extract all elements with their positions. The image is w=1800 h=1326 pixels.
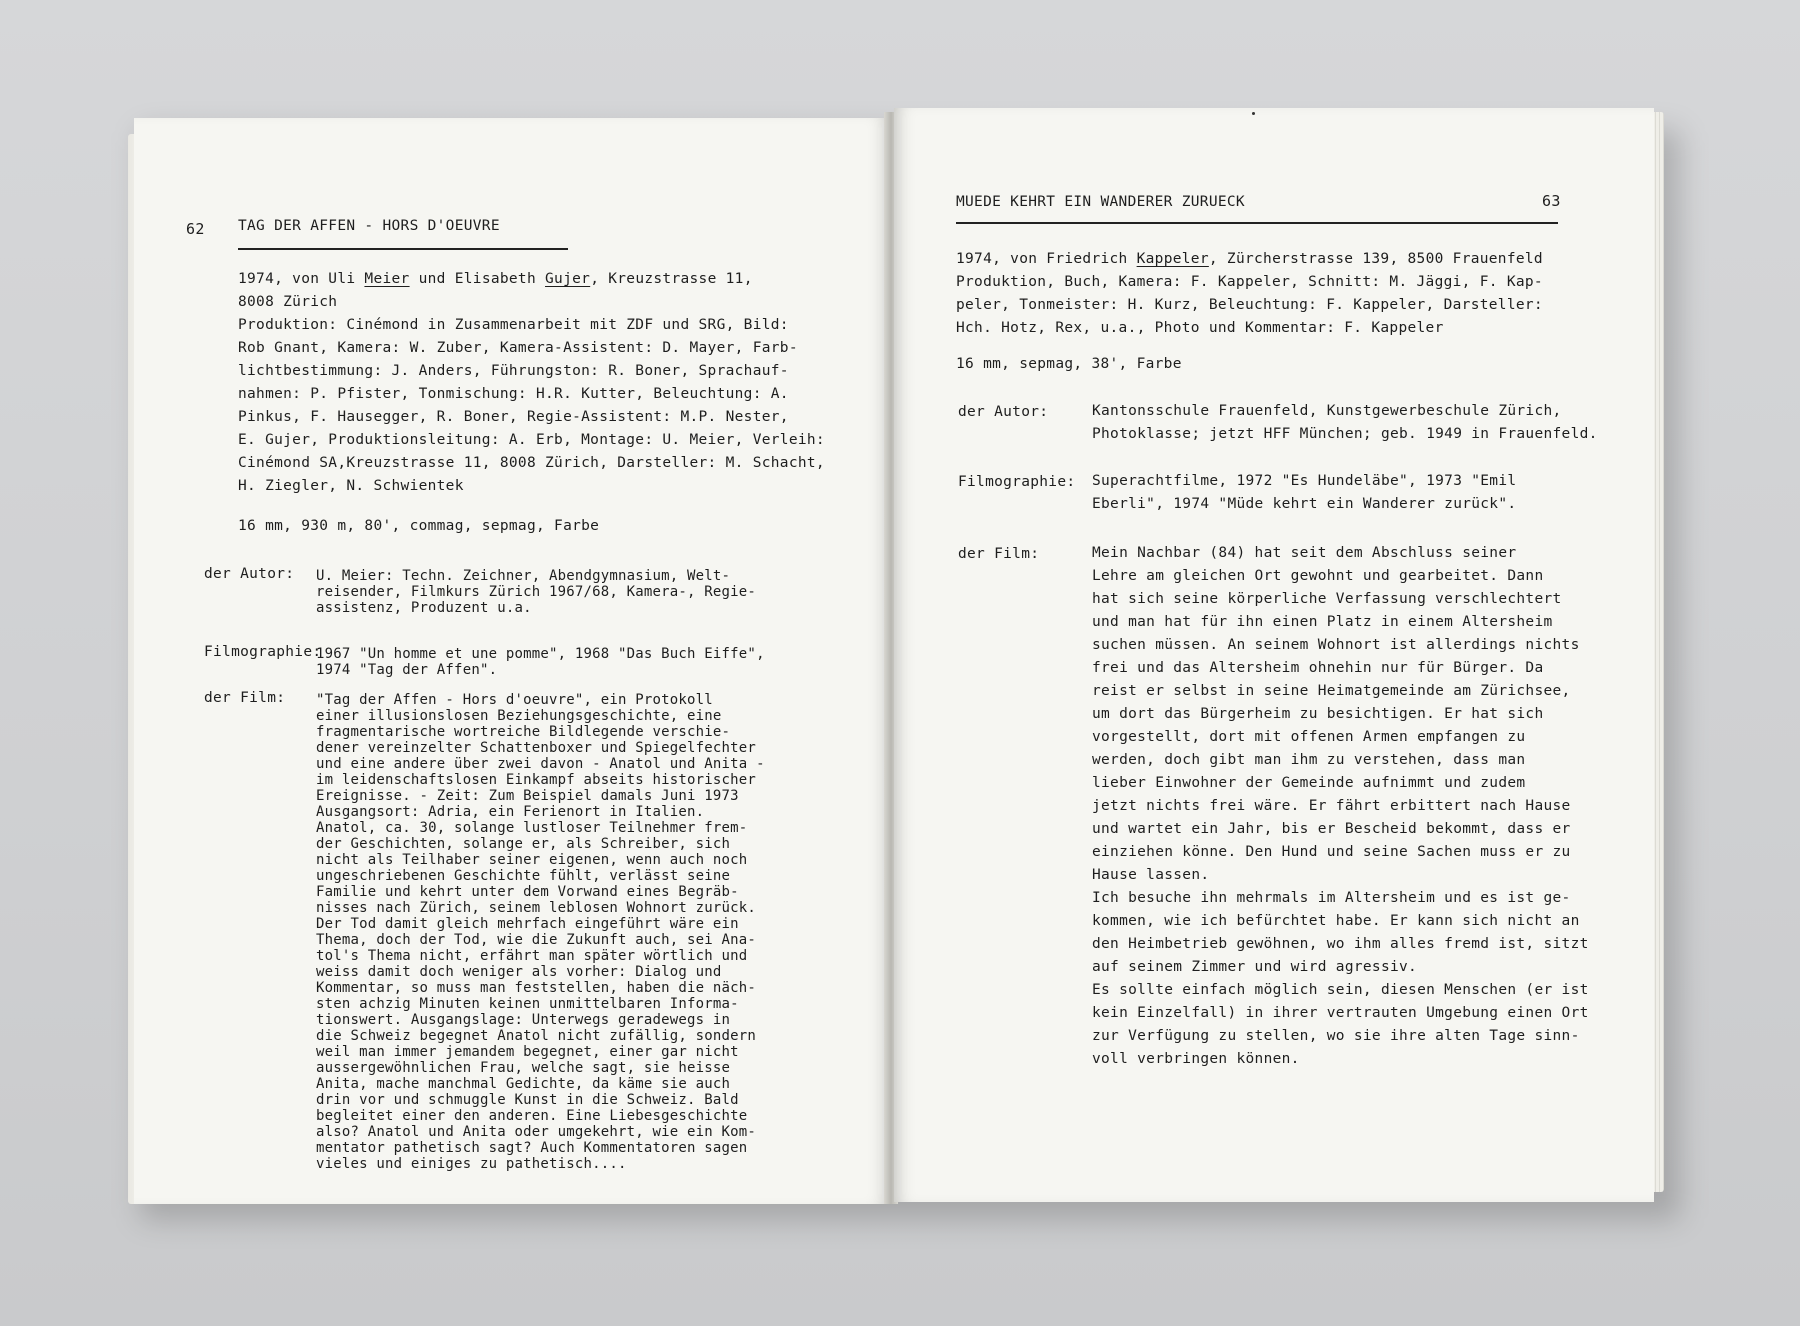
film-line: Ausgangsort: Adria, ein Ferienort in Italien. — [316, 804, 705, 820]
page-header-left: TAG DER AFFEN - HORS D'OEUVRE — [238, 218, 500, 234]
author-line: Photoklasse; jetzt HFF München; geb. 1949 in Frauenfeld. — [1092, 426, 1598, 442]
film-line: und wartet ein Jahr, bis er Bescheid bekommt, dass er — [1092, 821, 1571, 837]
film-line: einer illusionslosen Beziehungsgeschichte, eine — [316, 708, 722, 724]
film-line: jetzt nichts frei wäre. Er fährt erbittert nach Hause — [1092, 798, 1571, 814]
credits-line: Rob Gnant, Kamera: W. Zuber, Kamera-Assistent: D. Mayer, Farb- — [238, 340, 798, 356]
credits-name-kappeler: Kappeler — [1136, 251, 1209, 267]
credits-suffix: , Zürcherstrasse 139, 8500 Frauenfeld — [1208, 251, 1543, 267]
film-line: kein Einzelfall) in ihrer vertrauten Umgebung einen Ort — [1092, 1005, 1589, 1021]
film-line: kommen, wie ich befürchtet habe. Er kann sich nicht an — [1092, 913, 1580, 929]
film-line: einziehen könne. Den Hund und seine Sachen muss er zu — [1092, 844, 1571, 860]
film-line: Hause lassen. — [1092, 867, 1210, 883]
tech-specs-right: 16 mm, sepmag, 38', Farbe — [956, 356, 1182, 372]
film-line: den Heimbetrieb gewöhnen, wo ihm alles fremd ist, sitzt — [1092, 936, 1589, 952]
film-line: lieber Einwohner der Gemeinde aufnimmt und zudem — [1092, 775, 1526, 791]
film-line: Anatol, ca. 30, solange lustloser Teilnehmer frem- — [316, 820, 748, 836]
page-number-left: 62 — [186, 220, 205, 238]
credits-line: lichtbestimmung: J. Anders, Führungston: R. Boner, Sprachauf- — [238, 363, 789, 379]
film-block-left — [316, 692, 765, 1172]
author-label-left: der Autor: — [204, 566, 295, 582]
film-line: und man hat für ihn einen Platz in einem Altersheim — [1092, 614, 1553, 630]
film-line: auf seinem Zimmer und wird agressiv. — [1092, 959, 1418, 975]
film-line: reist er selbst in seine Heimatgemeinde am Zürichsee, — [1092, 683, 1571, 699]
credits-prefix: 1974, von Uli — [238, 271, 365, 287]
film-line: ungeschriebenen Geschichte fühlt, verlässt seine — [316, 868, 731, 884]
film-line: suchen müssen. An seinem Wohnort ist allerdings nichts — [1092, 637, 1580, 653]
film-line: also? Anatol und Anita oder umgekehrt, wie ein Kom- — [316, 1124, 757, 1140]
credits-line: nahmen: P. Pfister, Tonmischung: H.R. Kutter, Beleuchtung: A. — [238, 386, 789, 402]
credits-prefix: 1974, von Friedrich — [956, 251, 1137, 267]
author-line: assistenz, Produzent u.a. — [316, 600, 532, 616]
author-block-left — [316, 568, 756, 616]
tech-specs-left: 16 mm, 930 m, 80', commag, sepmag, Farbe — [238, 518, 600, 534]
film-line: voll verbringen können. — [1092, 1051, 1300, 1067]
film-line: im leidenschaftslosen Einkampf abseits historischer — [316, 772, 757, 788]
credits-line: E. Gujer, Produktionsleitung: A. Erb, Montage: U. Meier, Verleih: — [238, 432, 825, 448]
film-line: um dort das Bürgerheim zu besichtigen. Er hat sich — [1092, 706, 1544, 722]
header-rule-right — [956, 222, 1558, 224]
filmography-line: Superachtfilme, 1972 "Es Hundeläbe", 1973 "Emil — [1092, 473, 1517, 489]
credits-line: Produktion: Cinémond in Zusammenarbeit mit ZDF und SRG, Bild: — [238, 317, 789, 333]
film-line: aussergewöhnlichen Frau, welche sagt, sie heisse — [316, 1060, 731, 1076]
credits-line: 8008 Zürich — [238, 294, 338, 310]
film-line: Thema, doch der Tod, wie die Zukunft auch, sei Ana- — [316, 932, 757, 948]
film-line: Anita, mache manchmal Gedichte, da käme sie auch — [316, 1076, 731, 1092]
credits-block-right — [956, 248, 1543, 340]
credits-first-line — [956, 248, 1543, 271]
film-line: drin vor und schmuggle Kunst in die Schweiz. Bald — [316, 1092, 739, 1108]
author-line: U. Meier: Techn. Zeichner, Abendgymnasium, Welt- — [316, 568, 731, 584]
filmography-block-right — [1092, 470, 1516, 516]
film-line: der Geschichten, solange er, als Schreiber, sich — [316, 836, 731, 852]
film-line: tol's Thema nicht, erfährt man später wörtlich und — [316, 948, 748, 964]
film-line: weiss damit doch weniger als vorher: Dialog und — [316, 964, 722, 980]
film-line: nicht als Teilhaber seiner eigenen, wenn auch noch — [316, 852, 748, 868]
film-line: dener vereinzelter Schattenboxer und Spiegelfechter — [316, 740, 757, 756]
credits-block-left — [238, 268, 825, 498]
film-line: Der Tod damit gleich mehrfach eingeführt wäre ein — [316, 916, 739, 932]
film-line: hat sich seine körperliche Verfassung verschlechtert — [1092, 591, 1562, 607]
film-line: Lehre am gleichen Ort gewohnt und gearbeitet. Dann — [1092, 568, 1544, 584]
film-line: tionswert. Ausgangslage: Unterwegs geradewegs in — [316, 1012, 731, 1028]
credits-mid: und Elisabeth — [409, 271, 546, 287]
film-line: vieles und einiges zu pathetisch.... — [316, 1156, 627, 1172]
left-page — [134, 118, 888, 1204]
credits-line: peler, Tonmeister: H. Kurz, Beleuchtung: F. Kappeler, Darsteller: — [956, 297, 1543, 313]
film-line: Mein Nachbar (84) hat seit dem Abschluss seiner — [1092, 545, 1517, 561]
film-line: mentator pathetisch sagt? Auch Kommentatoren sagen — [316, 1140, 748, 1156]
filmography-label-right: Filmographie: — [958, 474, 1076, 490]
film-line: Es sollte einfach möglich sein, diesen Menschen (er ist — [1092, 982, 1589, 998]
author-line: Kantonsschule Frauenfeld, Kunstgewerbeschule Zürich, — [1092, 403, 1562, 419]
film-line: Kommentar, so muss man feststellen, haben die näch- — [316, 980, 757, 996]
page-number-right: 63 — [1542, 192, 1561, 210]
credits-name-gujer: Gujer — [545, 271, 591, 287]
film-line: sten achzig Minuten keinen unmittelbaren Informa- — [316, 996, 739, 1012]
film-line: nisses nach Zürich, seinem leblosen Wohnort zurück. — [316, 900, 757, 916]
credits-line: Hch. Hotz, Rex, u.a., Photo und Kommentar: F. Kappeler — [956, 320, 1444, 336]
film-line: zur Verfügung zu stellen, wo sie ihre alten Tage sinn- — [1092, 1028, 1580, 1044]
film-line: Ereignisse. - Zeit: Zum Beispiel damals Juni 1973 — [316, 788, 739, 804]
filmography-line: 1967 "Un homme et une pomme", 1968 "Das Buch Eiffe", — [316, 646, 765, 662]
credits-line: H. Ziegler, N. Schwientek — [238, 478, 464, 494]
author-label-right: der Autor: — [958, 404, 1049, 420]
film-line: weil man immer jemandem begegnet, einer gar nicht — [316, 1044, 739, 1060]
film-line: Ich besuche ihn mehrmals im Altersheim und es ist ge- — [1092, 890, 1571, 906]
film-line: vorgestellt, dort mit offenen Armen empfangen zu — [1092, 729, 1526, 745]
filmography-label-left: Filmographie: — [204, 644, 322, 660]
film-line: begleitet einer den anderen. Eine Liebesgeschichte — [316, 1108, 748, 1124]
page-header-right: MUEDE KEHRT EIN WANDERER ZURUECK — [956, 194, 1245, 210]
film-line: werden, doch gibt man ihm zu verstehen, dass man — [1092, 752, 1526, 768]
author-line: reisender, Filmkurs Zürich 1967/68, Kamera-, Regie- — [316, 584, 757, 600]
author-block-right — [1092, 400, 1598, 446]
film-line: fragmentarische wortreiche Bildlegende verschie- — [316, 724, 731, 740]
header-rule-left — [238, 248, 568, 250]
filmography-block-left — [316, 646, 765, 678]
film-line: die Schweiz begegnet Anatol nicht zufällig, sondern — [316, 1028, 757, 1044]
credits-name-meier: Meier — [364, 271, 410, 287]
right-page — [894, 108, 1654, 1202]
speck-mark — [1252, 112, 1255, 115]
credits-suffix: , Kreuzstrasse 11, — [590, 271, 753, 287]
credits-line: Cinémond SA,Kreuzstrasse 11, 8008 Zürich, Darsteller: M. Schacht, — [238, 455, 825, 471]
film-label-right: der Film: — [958, 546, 1040, 562]
film-line: und eine andere über zwei davon - Anatol und Anita - — [316, 756, 765, 772]
film-line: "Tag der Affen - Hors d'oeuvre", ein Protokoll — [316, 692, 713, 708]
credits-line: Pinkus, F. Hausegger, R. Boner, Regie-Assistent: M.P. Nester, — [238, 409, 789, 425]
credits-line: Produktion, Buch, Kamera: F. Kappeler, Schnitt: M. Jäggi, F. Kap- — [956, 274, 1543, 290]
film-line: Familie und kehrt unter dem Vorwand eines Begräb- — [316, 884, 739, 900]
filmography-line: 1974 "Tag der Affen". — [316, 662, 498, 678]
filmography-line: Eberli", 1974 "Müde kehrt ein Wanderer zurück". — [1092, 496, 1517, 512]
film-line: frei und das Altersheim ohnehin nur für Bürger. Da — [1092, 660, 1544, 676]
film-label-left: der Film: — [204, 690, 286, 706]
credits-first-line — [238, 268, 825, 291]
film-block-right — [1092, 542, 1589, 1071]
